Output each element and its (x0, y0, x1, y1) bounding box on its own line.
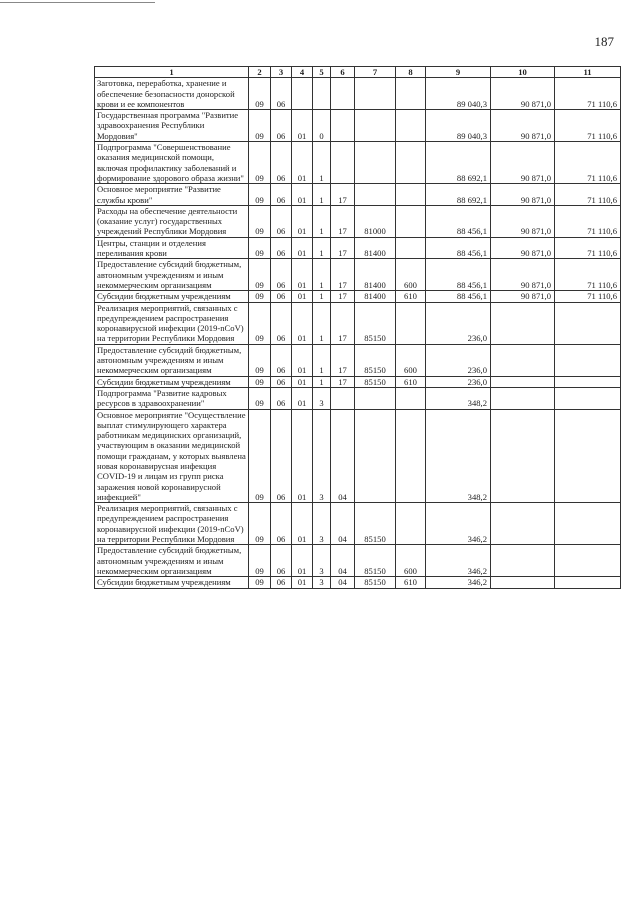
cell-program: 01 (292, 545, 313, 577)
cell-amount-year1: 348,2 (426, 409, 491, 503)
cell-target-code: 85150 (355, 503, 396, 545)
cell-subsection: 06 (271, 503, 292, 545)
row-name: Реализация мероприятий, связанных с предупреждением распространения коронавирусной инфекции (2019-nCoV) на территории Республики Мордовия (95, 302, 249, 344)
cell-program: 01 (292, 577, 313, 588)
cell-section: 09 (249, 205, 271, 237)
cell-amount-year2 (491, 376, 555, 387)
cell-program: 01 (292, 205, 313, 237)
cell-measure: 04 (331, 545, 355, 577)
cell-subprogram: 1 (313, 142, 331, 184)
cell-program (292, 78, 313, 110)
cell-section: 09 (249, 409, 271, 503)
cell-subsection: 06 (271, 237, 292, 259)
row-name: Предоставление субсидий бюджетным, автономным учреждениям и иным некоммерческим организациям (95, 344, 249, 376)
cell-measure: 17 (331, 237, 355, 259)
cell-expense-type (396, 142, 426, 184)
cell-program: 01 (292, 291, 313, 302)
cell-amount-year1: 88 692,1 (426, 142, 491, 184)
cell-subsection: 06 (271, 142, 292, 184)
row-name: Основное мероприятие "Осуществление выплат стимулирующего характера работникам медицинских организаций, участвующим в оказании медицинской помощи гражданам, у которых выявлена новая коронавирусная инфекция COVID-19 и лицам из групп риска заражения новой коронавирусной инфекцией" (95, 409, 249, 503)
cell-subsection: 06 (271, 409, 292, 503)
table-row (95, 302, 621, 344)
cell-amount-year1: 88 692,1 (426, 184, 491, 206)
cell-expense-type: 610 (396, 376, 426, 387)
cell-amount-year3 (555, 302, 621, 344)
header-col-8: 8 (396, 67, 426, 78)
cell-section: 09 (249, 302, 271, 344)
cell-amount-year2: 90 871,0 (491, 184, 555, 206)
cell-amount-year2: 90 871,0 (491, 78, 555, 110)
cell-amount-year2: 90 871,0 (491, 142, 555, 184)
cell-expense-type (396, 503, 426, 545)
cell-subsection: 06 (271, 205, 292, 237)
cell-amount-year1: 346,2 (426, 545, 491, 577)
row-name: Подпрограмма "Совершенствование оказания медицинской помощи, включая профилактику заболеваний и формирование здорового образа жизни" (95, 142, 249, 184)
cell-subprogram: 1 (313, 259, 331, 291)
cell-subsection: 06 (271, 577, 292, 588)
cell-measure: 17 (331, 302, 355, 344)
cell-subprogram: 1 (313, 376, 331, 387)
cell-subprogram (313, 78, 331, 110)
cell-expense-type (396, 387, 426, 409)
row-name: Государственная программа "Развитие здравоохранения Республики Мордовия" (95, 110, 249, 142)
cell-amount-year2: 90 871,0 (491, 237, 555, 259)
cell-program: 01 (292, 409, 313, 503)
cell-section: 09 (249, 237, 271, 259)
cell-amount-year3 (555, 503, 621, 545)
row-name: Предоставление субсидий бюджетным, автономным учреждениям и иным некоммерческим организациям (95, 259, 249, 291)
row-name: Субсидии бюджетным учреждениям (95, 376, 249, 387)
cell-amount-year3 (555, 387, 621, 409)
cell-amount-year2 (491, 545, 555, 577)
cell-amount-year1: 88 456,1 (426, 259, 491, 291)
cell-amount-year1: 88 456,1 (426, 291, 491, 302)
cell-section: 09 (249, 110, 271, 142)
cell-amount-year3 (555, 545, 621, 577)
cell-expense-type (396, 184, 426, 206)
page-number: 187 (594, 34, 614, 49)
table-row (95, 344, 621, 376)
cell-subsection: 06 (271, 302, 292, 344)
cell-subsection: 06 (271, 291, 292, 302)
cell-amount-year3 (555, 577, 621, 588)
cell-section: 09 (249, 503, 271, 545)
cell-amount-year3 (555, 409, 621, 503)
table-row (95, 205, 621, 237)
cell-amount-year1: 236,0 (426, 302, 491, 344)
cell-subprogram: 1 (313, 205, 331, 237)
cell-subprogram: 3 (313, 503, 331, 545)
cell-expense-type (396, 78, 426, 110)
table-row (95, 237, 621, 259)
cell-amount-year2: 90 871,0 (491, 110, 555, 142)
cell-target-code: 85150 (355, 545, 396, 577)
cell-subsection: 06 (271, 545, 292, 577)
cell-amount-year1: 346,2 (426, 577, 491, 588)
cell-amount-year1: 88 456,1 (426, 205, 491, 237)
cell-subsection: 06 (271, 184, 292, 206)
cell-measure: 17 (331, 344, 355, 376)
cell-program: 01 (292, 503, 313, 545)
table-row (95, 387, 621, 409)
cell-subsection: 06 (271, 376, 292, 387)
cell-amount-year3: 71 110,6 (555, 184, 621, 206)
row-name: Заготовка, переработка, хранение и обеспечение безопасности донорской крови и ее компонентов (95, 78, 249, 110)
cell-program: 01 (292, 344, 313, 376)
header-col-6: 6 (331, 67, 355, 78)
table-row (95, 409, 621, 503)
cell-amount-year2: 90 871,0 (491, 291, 555, 302)
budget-table (94, 66, 621, 589)
cell-subsection: 06 (271, 344, 292, 376)
cell-expense-type: 600 (396, 259, 426, 291)
cell-amount-year3: 71 110,6 (555, 205, 621, 237)
cell-section: 09 (249, 184, 271, 206)
table-row (95, 110, 621, 142)
cell-amount-year1: 236,0 (426, 344, 491, 376)
cell-subprogram: 3 (313, 577, 331, 588)
cell-section: 09 (249, 376, 271, 387)
table-header-row (95, 67, 621, 78)
cell-amount-year2 (491, 503, 555, 545)
cell-target-code (355, 142, 396, 184)
row-name: Субсидии бюджетным учреждениям (95, 577, 249, 588)
row-name: Подпрограмма "Развитие кадровых ресурсов в здравоохранении" (95, 387, 249, 409)
table-row (95, 503, 621, 545)
cell-target-code: 81400 (355, 291, 396, 302)
table-row (95, 577, 621, 588)
cell-expense-type: 600 (396, 344, 426, 376)
header-col-10: 10 (491, 67, 555, 78)
cell-amount-year3: 71 110,6 (555, 78, 621, 110)
cell-subprogram: 3 (313, 409, 331, 503)
cell-program: 01 (292, 259, 313, 291)
cell-section: 09 (249, 577, 271, 588)
row-name: Центры, станции и отделения переливания крови (95, 237, 249, 259)
header-col-11: 11 (555, 67, 621, 78)
cell-amount-year1: 89 040,3 (426, 110, 491, 142)
cell-target-code: 85150 (355, 302, 396, 344)
cell-amount-year3: 71 110,6 (555, 110, 621, 142)
cell-section: 09 (249, 545, 271, 577)
cell-section: 09 (249, 142, 271, 184)
cell-amount-year3 (555, 376, 621, 387)
cell-amount-year2 (491, 577, 555, 588)
cell-target-code: 85150 (355, 376, 396, 387)
cell-amount-year1: 346,2 (426, 503, 491, 545)
cell-subprogram: 3 (313, 545, 331, 577)
cell-amount-year2: 90 871,0 (491, 259, 555, 291)
cell-measure: 17 (331, 259, 355, 291)
table-row (95, 259, 621, 291)
table-row (95, 142, 621, 184)
cell-program: 01 (292, 302, 313, 344)
row-name: Расходы на обеспечение деятельности (оказание услуг) государственных учреждений Республики Мордовия (95, 205, 249, 237)
cell-subprogram: 1 (313, 291, 331, 302)
cell-amount-year2 (491, 387, 555, 409)
cell-expense-type: 600 (396, 545, 426, 577)
cell-subprogram: 3 (313, 387, 331, 409)
table-row (95, 545, 621, 577)
cell-program: 01 (292, 237, 313, 259)
cell-target-code: 81400 (355, 237, 396, 259)
cell-measure: 04 (331, 577, 355, 588)
cell-measure: 17 (331, 205, 355, 237)
cell-program: 01 (292, 387, 313, 409)
cell-expense-type: 610 (396, 291, 426, 302)
header-col-5: 5 (313, 67, 331, 78)
header-col-1: 1 (95, 67, 249, 78)
cell-amount-year3 (555, 344, 621, 376)
cell-section: 09 (249, 344, 271, 376)
cell-measure: 17 (331, 184, 355, 206)
cell-measure (331, 142, 355, 184)
cell-amount-year2 (491, 409, 555, 503)
table-body (95, 78, 621, 588)
cell-subsection: 06 (271, 78, 292, 110)
row-name: Реализация мероприятий, связанных с предупреждением распространения коронавирусной инфекции (2019-nCoV) на территории Республики Мордовия (95, 503, 249, 545)
cell-target-code (355, 110, 396, 142)
cell-program: 01 (292, 376, 313, 387)
cell-subprogram: 1 (313, 302, 331, 344)
cell-expense-type (396, 237, 426, 259)
table-row (95, 376, 621, 387)
cell-amount-year2 (491, 302, 555, 344)
cell-subsection: 06 (271, 259, 292, 291)
cell-section: 09 (249, 78, 271, 110)
cell-subprogram: 1 (313, 184, 331, 206)
header-col-4: 4 (292, 67, 313, 78)
cell-target-code (355, 409, 396, 503)
cell-amount-year1: 236,0 (426, 376, 491, 387)
header-col-9: 9 (426, 67, 491, 78)
cell-program: 01 (292, 142, 313, 184)
cell-measure: 17 (331, 291, 355, 302)
cell-target-code (355, 184, 396, 206)
table-row (95, 78, 621, 110)
row-name: Субсидии бюджетным учреждениям (95, 291, 249, 302)
cell-expense-type (396, 409, 426, 503)
cell-amount-year2 (491, 344, 555, 376)
cell-amount-year3: 71 110,6 (555, 259, 621, 291)
cell-measure: 17 (331, 376, 355, 387)
cell-target-code: 81400 (355, 259, 396, 291)
table-row (95, 184, 621, 206)
cell-subsection: 06 (271, 387, 292, 409)
cell-program: 01 (292, 184, 313, 206)
cell-target-code (355, 78, 396, 110)
cell-measure (331, 78, 355, 110)
scan-edge-line (0, 2, 155, 3)
cell-target-code: 85150 (355, 577, 396, 588)
row-name: Основное мероприятие "Развитие службы крови" (95, 184, 249, 206)
cell-measure (331, 110, 355, 142)
cell-amount-year1: 88 456,1 (426, 237, 491, 259)
header-col-3: 3 (271, 67, 292, 78)
cell-target-code: 81000 (355, 205, 396, 237)
cell-expense-type (396, 110, 426, 142)
cell-target-code: 85150 (355, 344, 396, 376)
cell-measure (331, 387, 355, 409)
cell-amount-year3: 71 110,6 (555, 142, 621, 184)
cell-section: 09 (249, 291, 271, 302)
header-col-2: 2 (249, 67, 271, 78)
cell-subsection: 06 (271, 110, 292, 142)
cell-section: 09 (249, 259, 271, 291)
cell-expense-type (396, 205, 426, 237)
cell-program: 01 (292, 110, 313, 142)
table-row (95, 291, 621, 302)
cell-amount-year1: 348,2 (426, 387, 491, 409)
cell-amount-year3: 71 110,6 (555, 291, 621, 302)
cell-subprogram: 1 (313, 344, 331, 376)
cell-section: 09 (249, 387, 271, 409)
cell-amount-year2: 90 871,0 (491, 205, 555, 237)
cell-expense-type (396, 302, 426, 344)
cell-target-code (355, 387, 396, 409)
cell-amount-year1: 89 040,3 (426, 78, 491, 110)
cell-subprogram: 0 (313, 110, 331, 142)
cell-subprogram: 1 (313, 237, 331, 259)
cell-measure: 04 (331, 503, 355, 545)
cell-expense-type: 610 (396, 577, 426, 588)
header-col-7: 7 (355, 67, 396, 78)
cell-measure: 04 (331, 409, 355, 503)
cell-amount-year3: 71 110,6 (555, 237, 621, 259)
row-name: Предоставление субсидий бюджетным, автономным учреждениям и иным некоммерческим организациям (95, 545, 249, 577)
